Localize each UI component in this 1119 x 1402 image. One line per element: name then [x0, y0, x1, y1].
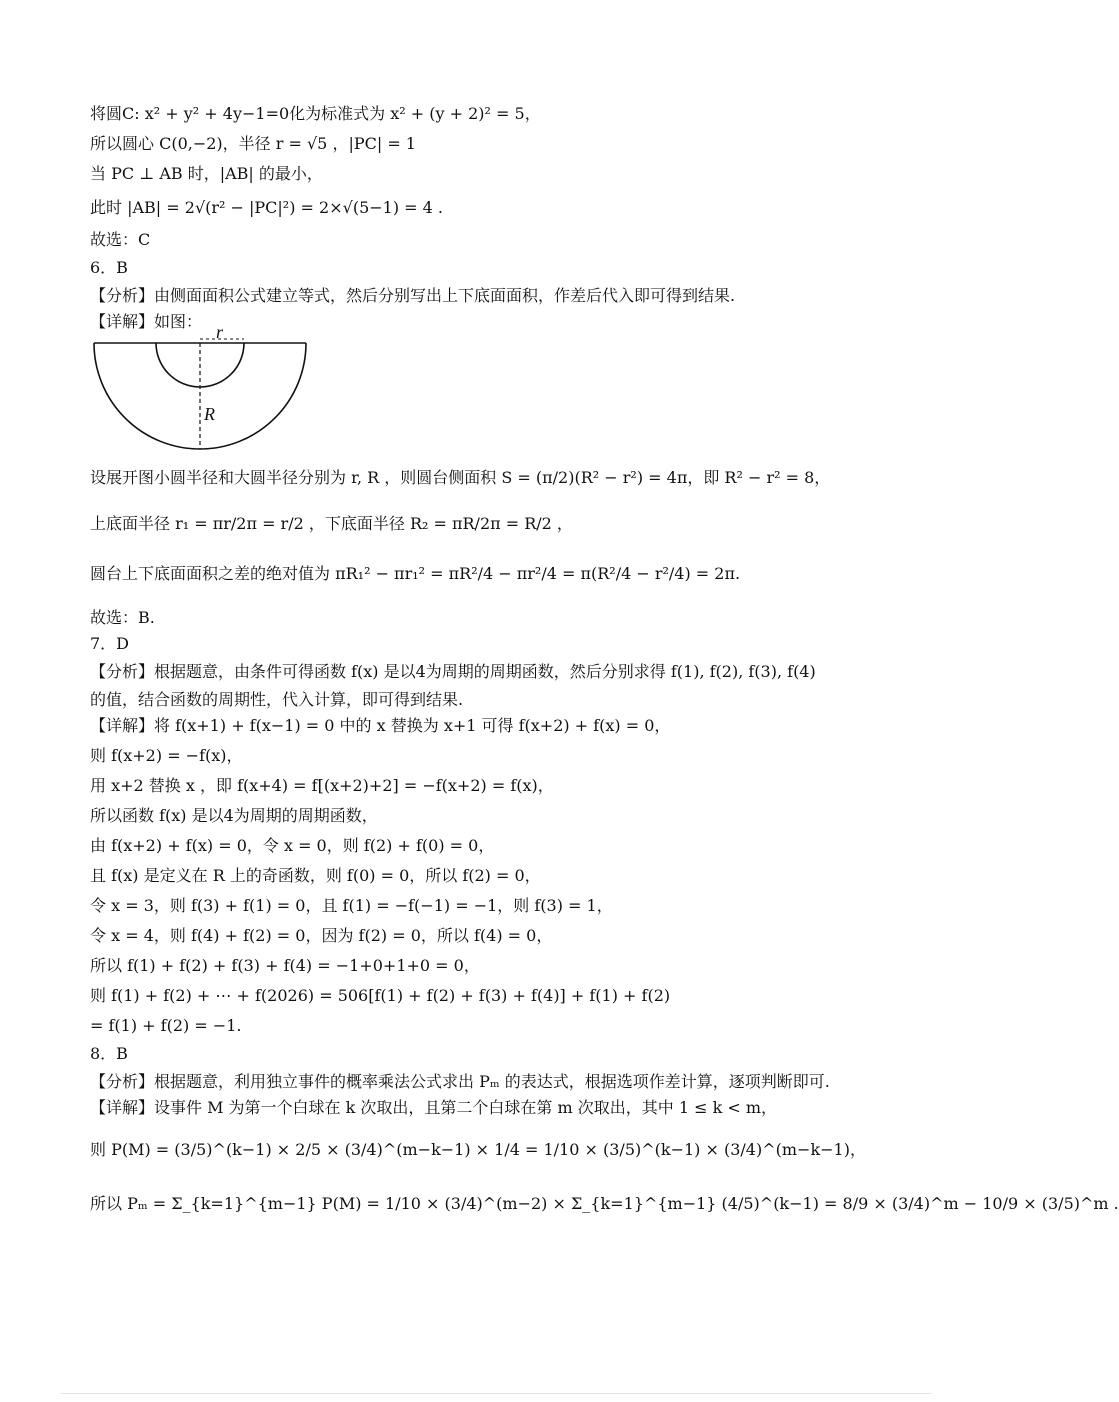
text-line: 所以函数 f(x) 是以4为周期的周期函数， — [90, 806, 378, 825]
detail-line: 【详解】将 f(x+1) + f(x−1) = 0 中的 x 替换为 x+1 可得 f(x+2) + f(x) = 0， — [90, 716, 671, 735]
text-line: 设展开图小圆半径和大圆半径分别为 r, R ，则圆台侧面积 S = (π/2)(R² − r²) = 4π，即 R² − r² = 8， — [90, 468, 831, 487]
text-line: 则 f(1) + f(2) + ⋯ + f(2026) = 506[f(1) + f(2) + f(3) + f(4)] + f(1) + f(2) — [90, 986, 671, 1005]
text-line: = f(1) + f(2) = −1. — [90, 1016, 242, 1035]
question-number: 8．B — [90, 1044, 128, 1063]
text-line: 由 f(x+2) + f(x) = 0，令 x = 0，则 f(2) + f(0) = 0， — [90, 836, 495, 855]
text-line: 令 x = 3，则 f(3) + f(1) = 0，且 f(1) = −f(−1) = −1，则 f(3) = 1， — [90, 896, 613, 915]
text-line: 所以 Pₘ = Σ_{k=1}^{m−1} P(M) = 1/10 × (3/4)^(m−2) × Σ_{k=1}^{m−1} (4/5)^(k−1) = 8/9 × (3/4)^m − 10/9 × (3/5)^m . — [90, 1194, 1119, 1213]
text-line: 且 f(x) 是定义在 R 上的奇函数，则 f(0) = 0，所以 f(2) = 0， — [90, 866, 541, 885]
analysis-line: 【分析】根据题意，利用独立事件的概率乘法公式求出 Pₘ 的表达式，根据选项作差计算，逐项判断即可. — [90, 1072, 830, 1091]
text-line: 故选：B. — [90, 608, 155, 627]
text-line: 上底面半径 r₁ = πr/2π = r/2 ，下底面半径 R₂ = πR/2π = R/2 ， — [90, 514, 573, 533]
large-radius-label: R — [204, 404, 215, 424]
analysis-line: 【分析】根据题意，由条件可得函数 f(x) 是以4为周期的周期函数，然后分别求得 f(1), f(2), f(3), f(4) — [90, 662, 816, 681]
text-line: 的值，结合函数的周期性，代入计算，即可得到结果. — [90, 690, 464, 709]
detail-line: 【详解】如图： — [90, 312, 203, 331]
text-line: 所以圆心 C(0,−2)，半径 r = √5 ，|PC| = 1 — [90, 134, 416, 153]
text-line: 所以 f(1) + f(2) + f(3) + f(4) = −1+0+1+0 = 0， — [90, 956, 480, 975]
text-line: 此时 |AB| = 2√(r² − |PC|²) = 2×√(5−1) = 4 . — [90, 198, 444, 217]
question-number: 7．D — [90, 634, 130, 653]
text-line: 圆台上下底面面积之差的绝对值为 πR₁² − πr₁² = πR²/4 − πr²/4 = π(R²/4 − r²/4) = 2π. — [90, 564, 741, 583]
analysis-line: 【分析】由侧面面积公式建立等式，然后分别写出上下底面面积，作差后代入即可得到结果. — [90, 286, 736, 305]
small-radius-label: r — [216, 322, 224, 342]
detail-line: 【详解】设事件 M 为第一个白球在 k 次取出，且第二个白球在第 m 次取出，其中 1 ≤ k < m， — [90, 1098, 778, 1117]
text-line: 令 x = 4，则 f(4) + f(2) = 0，因为 f(2) = 0，所以 f(4) = 0， — [90, 926, 553, 945]
page-footer-rule — [60, 1393, 932, 1394]
annulus-sector-figure — [88, 322, 314, 454]
text-line: 用 x+2 替换 x ，即 f(x+4) = f[(x+2)+2] = −f(x+2) = f(x)， — [90, 776, 554, 795]
text-line: 当 PC ⊥ AB 时，|AB| 的最小， — [90, 164, 323, 183]
text-line: 将圆C: x² + y² + 4y−1=0化为标准式为 x² + (y + 2)² = 5， — [90, 104, 541, 123]
text-line: 则 f(x+2) = −f(x)， — [90, 746, 243, 765]
text-line: 故选：C — [90, 230, 151, 249]
text-line: 则 P(M) = (3/5)^(k−1) × 2/5 × (3/4)^(m−k−1) × 1/4 = 1/10 × (3/5)^(k−1) × (3/4)^(m−k−1)， — [90, 1140, 866, 1159]
question-number: 6．B — [90, 258, 128, 277]
